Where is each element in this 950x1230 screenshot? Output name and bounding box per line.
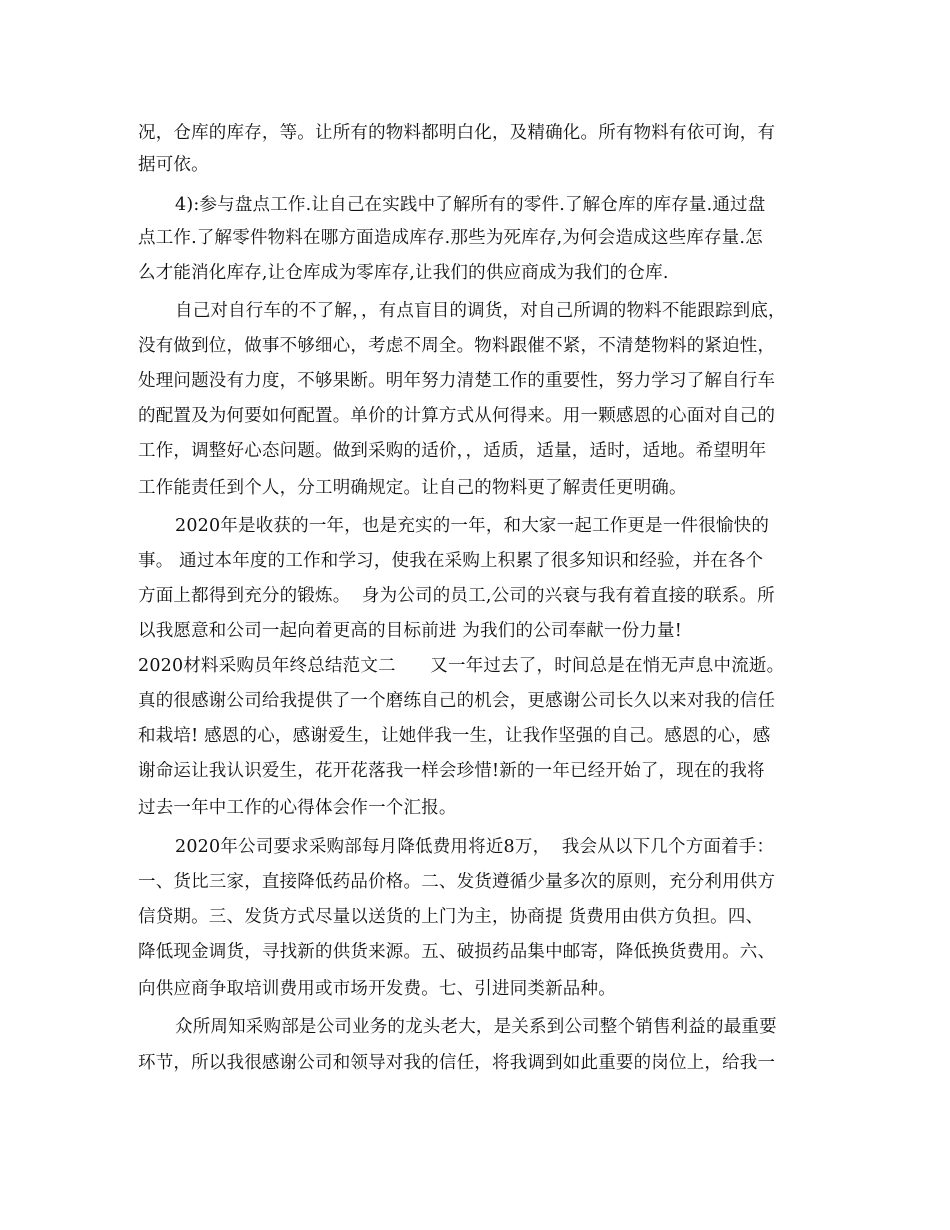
- paragraph-line: 况，仓库的库存，等。让所有的物料都明白化，及精确化。所有物料有依可询，有: [138, 123, 776, 143]
- paragraph-line: 2020年是收获的一年，也是充实的一年，和大家一起工作更是一件很愉快的: [175, 516, 770, 536]
- paragraph-line: 4):参与盘点工作.让自己在实践中了解所有的零件.了解仓库的库存量.通过盘: [175, 195, 766, 215]
- paragraph-line: 没有做到位，做事不够细心，考虑不周全。物料跟催不紧，不清楚物料的紧迫性，: [138, 336, 776, 356]
- paragraph-line: 谢命运让我认识爱生，花开花落我一样会珍惜!新的一年已经开始了，现在的我将: [138, 761, 765, 781]
- paragraph-line: 处理问题没有力度，不够果断。明年努力清楚工作的重要性，努力学习了解自行车: [138, 371, 776, 391]
- paragraph-line: 众所周知采购部是公司业务的龙头老大，是关系到公司整个销售利益的最重要: [175, 1017, 777, 1037]
- paragraph-line: 方面上都得到充分的锻炼。 身为公司的员工,公司的兴衰与我有着直接的联系。所: [138, 586, 775, 606]
- paragraph-line: 一、货比三家，直接降低药品价格。二、发货遵循少量多次的原则，充分利用供方: [138, 872, 776, 892]
- paragraph-line: 信贷期。三、发货方式尽量以送货的上门为主，协商提 货费用由供方负担。四、: [138, 907, 764, 927]
- paragraph-line: 据可依。: [138, 155, 209, 175]
- paragraph-line: 点工作.了解零件物料在哪方面造成库存.那些为死库存,为何会造成这些库存量.怎: [138, 228, 763, 248]
- paragraph-line: 过去一年中工作的心得体会作一个汇报。: [138, 798, 457, 818]
- paragraph-line: 事。 通过本年度的工作和学习，使我在采购上积累了很多知识和经验，并在各个: [138, 551, 764, 571]
- paragraph-line: 工作能责任到个人，分工明确规定。让自己的物料更了解责任更明确。: [138, 478, 687, 498]
- paragraph-line: 工作，调整好心态问题。做到采购的适价，，适质，适量，适时，适地。希望明年: [138, 441, 767, 461]
- paragraph-line: 以我愿意和公司一起向着更高的目标前进 为我们的公司奉献一份力量!: [138, 621, 682, 641]
- paragraph-line: 真的很感谢公司给我提供了一个磨练自己的机会，更感谢公司长久以来对我的信任: [138, 691, 776, 711]
- paragraph-line: 么才能消化库存,让仓库成为零库存,让我们的供应商成为我们的仓库.: [138, 263, 669, 283]
- section-heading-line: 2020材料采购员年终总结范文二 又一年过去了，时间总是在悄无声息中流逝。: [138, 656, 785, 676]
- paragraph-line: 降低现金调货，寻找新的供货来源。五、破损药品集中邮寄，降低换货费用。六、: [138, 942, 776, 962]
- paragraph-line: 和栽培! 感恩的心，感谢爱生，让她伴我一生，让我作坚强的自己。感恩的心，感: [138, 726, 771, 746]
- paragraph-line: 向供应商争取培训费用或市场开发费。七、引进同类新品种。: [138, 979, 616, 999]
- paragraph-line: 2020年公司要求采购部每月降低费用将近8万， 我会从以下几个方面着手：: [175, 837, 775, 857]
- paragraph-line: 的配置及为何要如何配置。单价的计算方式从何得来。用一颗感恩的心面对自己的: [138, 406, 776, 426]
- paragraph-line: 环节，所以我很感谢公司和领导对我的信任，将我调到如此重要的岗位上，给我一: [138, 1053, 776, 1073]
- paragraph-line: 自己对自行车的不了解，，有点盲目的调货，对自己所调的物料不能跟踪到底，: [175, 301, 786, 321]
